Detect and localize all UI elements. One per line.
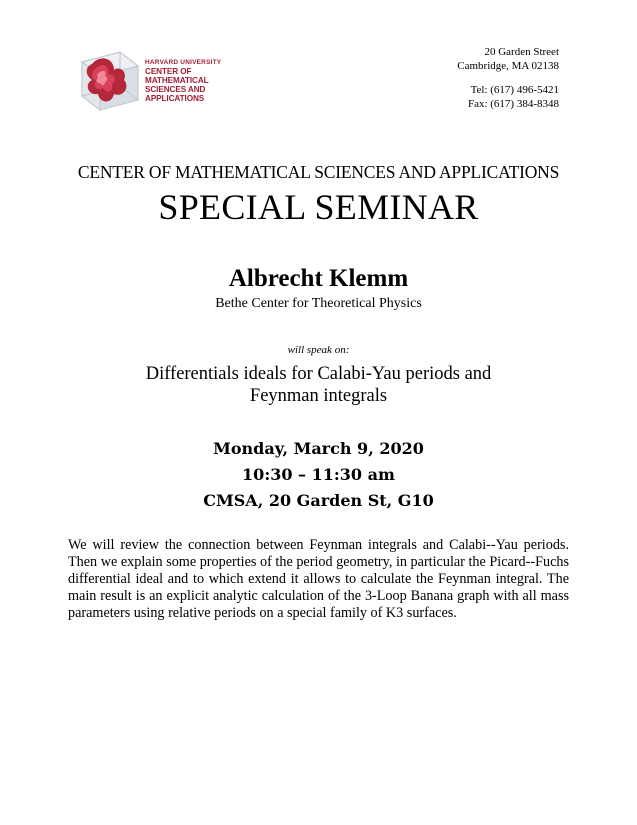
- will-speak-on: will speak on:: [287, 344, 350, 356]
- event-details: [0, 436, 637, 514]
- speaker-name: Albrecht Klemm: [228, 265, 409, 292]
- abstract-paragraph: We will review the connection between Feynman integrals and Calabi--Yau periods. Then we explain some properties of the period geometry, in particular the Picard--Fuchs differential ideal and to which extend it allows to calculate the Feynman integral. The main result is an explicit analytic calculation of the 3-Loop Banana graph with all mass parameters using relative periods on a special family of K3 surfaces.: [68, 537, 569, 621]
- address-street: 20 Garden Street: [484, 46, 559, 58]
- event-location: CMSA, 20 Garden St, G10: [203, 491, 434, 510]
- seminar-title: SPECIAL SEMINAR: [158, 187, 479, 227]
- address-spacer: [457, 73, 559, 83]
- logo-university: HARVARD UNIVERSITY: [145, 59, 222, 66]
- talk-title-line-2: Feynman integrals: [249, 386, 388, 406]
- logo-line-1: CENTER OF MATHEMATICAL: [145, 67, 209, 85]
- speaker-affiliation: Bethe Center for Theoretical Physics: [215, 296, 422, 311]
- event-date: Monday, March 9, 2020: [213, 439, 424, 458]
- talk-title-line-1: Differentials ideals for Calabi-Yau periods and: [145, 364, 492, 384]
- cmsa-cube-logo-icon: [74, 44, 144, 114]
- address-city: Cambridge, MA 02138: [457, 60, 559, 72]
- cmsa-logo: [74, 44, 254, 114]
- event-time: 10:30 – 11:30 am: [242, 465, 395, 484]
- address-fax: Fax: (617) 384-8348: [467, 98, 559, 110]
- logo-text: [145, 58, 254, 103]
- address-tel: Tel: (617) 496-5421: [470, 84, 559, 96]
- talk-title: [0, 363, 637, 407]
- center-title: CENTER OF MATHEMATICAL SCIENCES AND APPLICATIONS: [77, 162, 560, 182]
- address-block: [457, 45, 559, 111]
- logo-line-2: SCIENCES AND APPLICATIONS: [145, 85, 206, 103]
